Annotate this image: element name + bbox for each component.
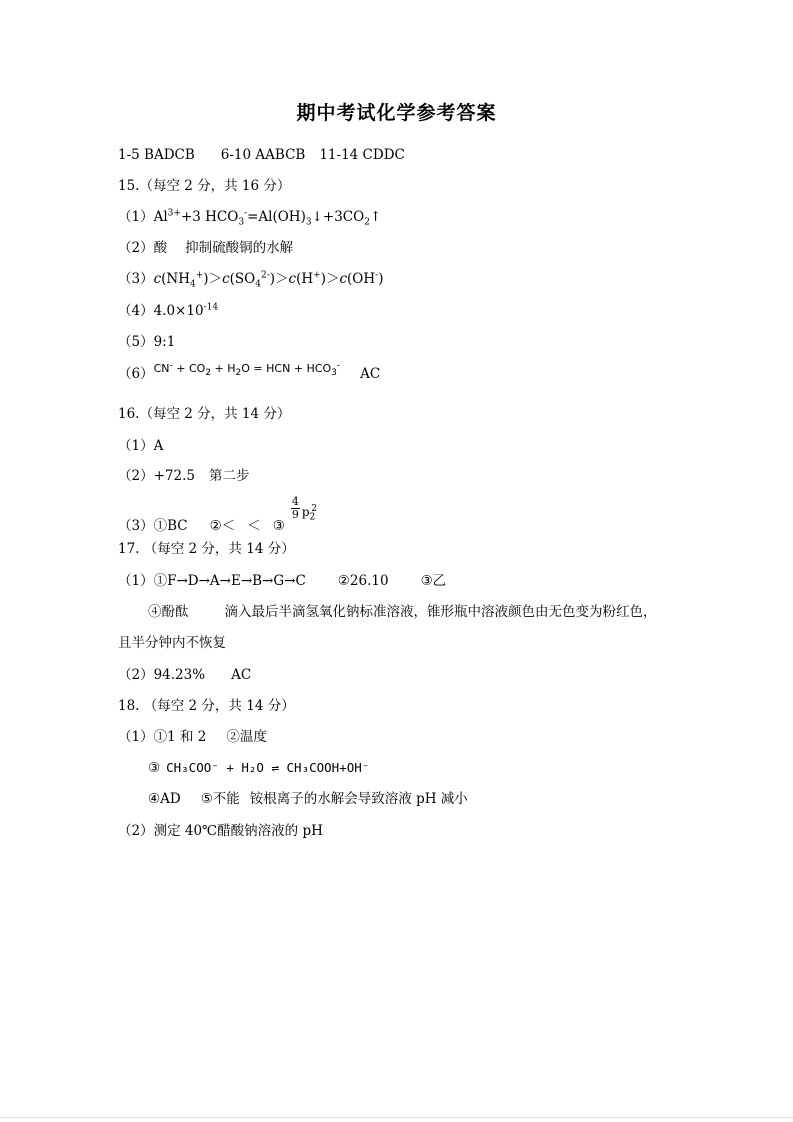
q17-part1: （1）①F→D→A→E→B→G→C ②26.10 ③乙 <box>118 573 447 589</box>
q17-part2: （2）94.23% AC <box>118 667 252 683</box>
q15-part4: $(4)4.0\times 10^{-14}$ <box>118 302 219 319</box>
q18-part1-more: ④AD ⑤不能 铵根离子的水解会导致溶液 pH 减小 <box>148 791 468 807</box>
q17-header: 17. （每空 2 分，共 14 分） <box>118 541 295 557</box>
ionic-equation: CN- + CO2 + H2O = HCN + HCO3- <box>153 360 341 379</box>
q18-header: 18. （每空 2 分，共 14 分） <box>118 698 295 714</box>
mc-11-14: 11-14 CDDC <box>319 147 405 163</box>
hydrolysis-equation: CH₃COO⁻ + H₂O ⇌ CH₃COOH+OH⁻ <box>166 760 370 775</box>
q16-part3: （3）①BC ②＜ ＜ ③ $\frac{4}{9}$ $p_2^2$ <box>118 495 317 534</box>
q15-part1: $(1)Al^{3+}+3$ $HCO_3^-=Al(OH)_3↓+3CO_2↑$ <box>118 208 382 228</box>
q17-part1-indicator: ④酚酞 滴入最后半滴氢氧化钠标准溶液，锥形瓶中溶液颜色由无色变为粉红色， <box>148 604 657 620</box>
q16-part1: （1）A <box>118 438 164 454</box>
mc-1-5: 1-5 BADCB <box>118 147 195 163</box>
q18-part1: （1）①1 和 2 ②温度 <box>118 729 267 745</box>
q15-part3: $(3)c(NH_4^+)>c(SO_4^{2-})>c(H^+)>c(OH^-)$ <box>118 270 384 290</box>
q18-part2: （2）测定 40℃醋酸钠溶液的 pH <box>118 823 323 839</box>
q16-part2: （2）+72.5 第二步 <box>118 468 250 484</box>
page-title: 期中考试化学参考答案 <box>296 102 497 124</box>
fraction-4-9: $\frac{4}{9}$ <box>291 495 299 521</box>
q16-header: 16.（每空 2 分，共 14 分） <box>118 406 291 422</box>
q15-part5: （5）9:1 <box>118 334 176 350</box>
page-bottom-divider <box>0 1117 793 1118</box>
mc-answers <box>118 146 405 164</box>
q15-part6: $(6)^{CN^- + CO_2 + H_2O = HCN + HCO_3^-}AC$ <box>118 360 381 382</box>
q15-header: 15.（每空 2 分，共 16 分） <box>118 178 291 194</box>
q17-part1-continued: 且半分钟内不恢复 <box>118 635 226 651</box>
q15-part2: （2）酸 抑制硫酸铜的水解 <box>118 240 294 256</box>
mc-6-10: 6-10 AABCB <box>220 147 306 163</box>
q18-part1-equation: ③ CH₃COO⁻ + H₂O ⇌ CH₃COOH+OH⁻ <box>148 760 370 776</box>
